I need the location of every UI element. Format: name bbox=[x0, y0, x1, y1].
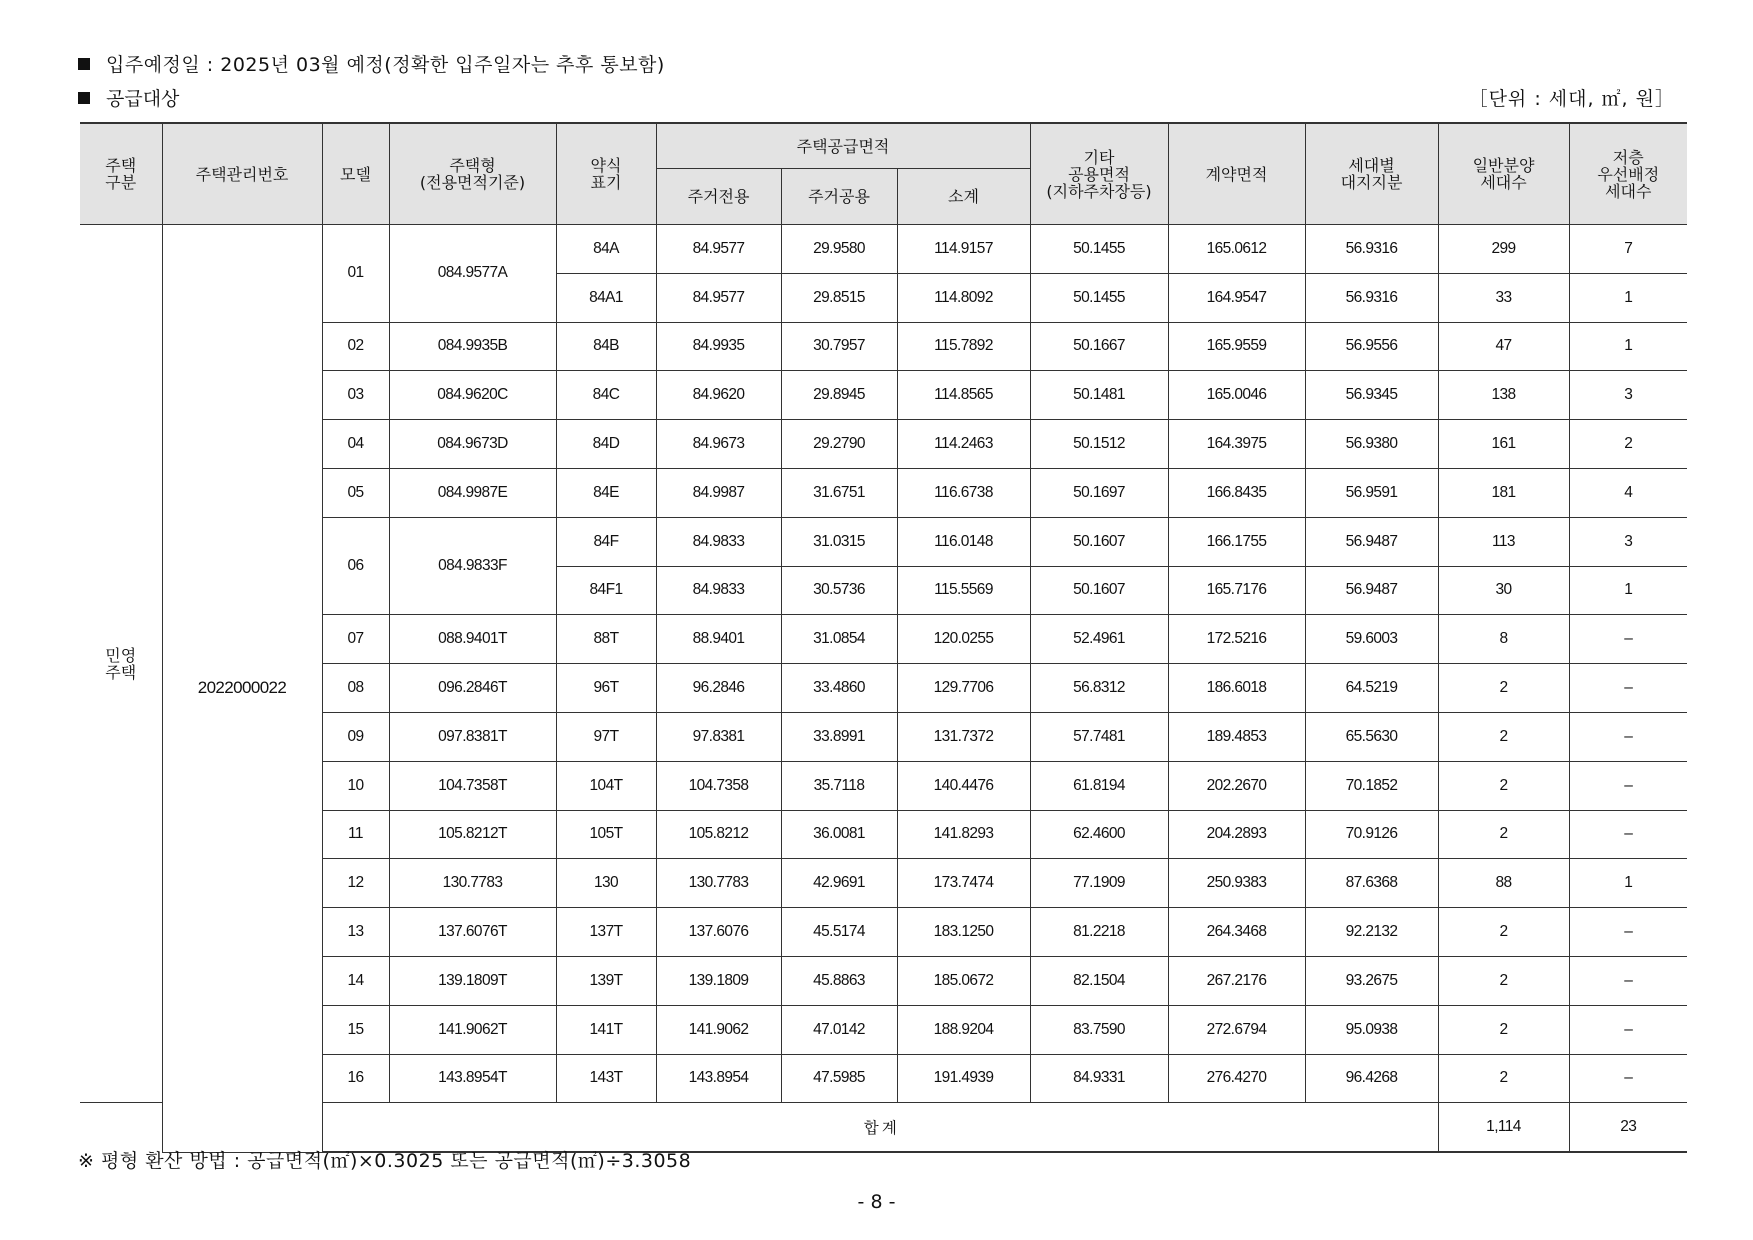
model-cell: 07 bbox=[322, 615, 389, 664]
common-resid-cell: 47.0142 bbox=[781, 1005, 897, 1054]
table-row bbox=[80, 956, 1687, 1005]
subtotal-cell: 188.9204 bbox=[897, 1005, 1030, 1054]
general-units-cell: 2 bbox=[1438, 761, 1569, 810]
exclusive-resid-cell: 84.9620 bbox=[656, 371, 781, 420]
other-common-cell: 81.2218 bbox=[1030, 908, 1168, 957]
low-floor-units-cell: – bbox=[1569, 712, 1687, 761]
model-cell: 15 bbox=[322, 1005, 389, 1054]
contract-area-cell: 267.2176 bbox=[1168, 956, 1305, 1005]
model-cell: 01 bbox=[322, 225, 389, 323]
low-floor-units-cell: – bbox=[1569, 615, 1687, 664]
common-resid-cell: 47.5985 bbox=[781, 1054, 897, 1103]
table-row bbox=[80, 225, 1687, 274]
other-common-cell: 84.9331 bbox=[1030, 1054, 1168, 1103]
common-resid-cell: 30.7957 bbox=[781, 322, 897, 371]
housing-type-cell: 민영 주택 bbox=[80, 225, 162, 1103]
table-row bbox=[80, 322, 1687, 371]
table-row bbox=[80, 810, 1687, 859]
common-resid-cell: 31.6751 bbox=[781, 468, 897, 517]
other-common-cell: 62.4600 bbox=[1030, 810, 1168, 859]
general-units-cell: 2 bbox=[1438, 1054, 1569, 1103]
exclusive-resid-cell: 84.9577 bbox=[656, 273, 781, 322]
abbr-cell: 84E bbox=[556, 468, 656, 517]
col-exclusive-resid: 주거전용 bbox=[656, 169, 781, 225]
house-type-cell: 084.9577A bbox=[389, 225, 556, 323]
other-common-cell: 50.1481 bbox=[1030, 371, 1168, 420]
common-resid-cell: 45.5174 bbox=[781, 908, 897, 957]
land-share-cell: 70.9126 bbox=[1305, 810, 1438, 859]
exclusive-resid-cell: 84.9673 bbox=[656, 420, 781, 469]
subtotal-cell: 131.7372 bbox=[897, 712, 1030, 761]
land-share-cell: 56.9591 bbox=[1305, 468, 1438, 517]
common-resid-cell: 42.9691 bbox=[781, 859, 897, 908]
exclusive-resid-cell: 97.8381 bbox=[656, 712, 781, 761]
contract-area-cell: 189.4853 bbox=[1168, 712, 1305, 761]
low-floor-units-cell: 3 bbox=[1569, 517, 1687, 566]
house-type-cell: 084.9987E bbox=[389, 468, 556, 517]
contract-area-cell: 165.0612 bbox=[1168, 225, 1305, 274]
common-resid-cell: 29.8945 bbox=[781, 371, 897, 420]
low-floor-units-cell: 7 bbox=[1569, 225, 1687, 274]
exclusive-resid-cell: 139.1809 bbox=[656, 956, 781, 1005]
house-type-cell: 105.8212T bbox=[389, 810, 556, 859]
col-house-type: 주택형 (전용면적기준) bbox=[389, 123, 556, 225]
house-type-cell: 137.6076T bbox=[389, 908, 556, 957]
land-share-cell: 87.6368 bbox=[1305, 859, 1438, 908]
exclusive-resid-cell: 96.2846 bbox=[656, 664, 781, 713]
other-common-cell: 50.1667 bbox=[1030, 322, 1168, 371]
abbr-cell: 84F1 bbox=[556, 566, 656, 615]
low-floor-units-cell: 1 bbox=[1569, 566, 1687, 615]
exclusive-resid-cell: 84.9833 bbox=[656, 517, 781, 566]
land-share-cell: 92.2132 bbox=[1305, 908, 1438, 957]
general-units-cell: 2 bbox=[1438, 712, 1569, 761]
common-resid-cell: 31.0315 bbox=[781, 517, 897, 566]
supply-target-line bbox=[78, 84, 179, 111]
land-share-cell: 56.9345 bbox=[1305, 371, 1438, 420]
low-floor-units-cell: – bbox=[1569, 810, 1687, 859]
land-share-cell: 93.2675 bbox=[1305, 956, 1438, 1005]
contract-area-cell: 165.9559 bbox=[1168, 322, 1305, 371]
contract-area-cell: 186.6018 bbox=[1168, 664, 1305, 713]
land-share-cell: 56.9316 bbox=[1305, 225, 1438, 274]
other-common-cell: 50.1455 bbox=[1030, 225, 1168, 274]
table-row bbox=[80, 908, 1687, 957]
low-floor-units-cell: 1 bbox=[1569, 273, 1687, 322]
abbr-cell: 84B bbox=[556, 322, 656, 371]
col-subtotal: 소계 bbox=[897, 169, 1030, 225]
other-common-cell: 77.1909 bbox=[1030, 859, 1168, 908]
subtotal-cell: 115.7892 bbox=[897, 322, 1030, 371]
other-common-cell: 50.1607 bbox=[1030, 566, 1168, 615]
contract-area-cell: 165.7176 bbox=[1168, 566, 1305, 615]
table-row bbox=[80, 1054, 1687, 1103]
house-type-cell: 084.9620C bbox=[389, 371, 556, 420]
house-type-cell: 139.1809T bbox=[389, 956, 556, 1005]
house-type-cell: 084.9673D bbox=[389, 420, 556, 469]
other-common-cell: 57.7481 bbox=[1030, 712, 1168, 761]
low-floor-units-cell: 4 bbox=[1569, 468, 1687, 517]
contract-area-cell: 204.2893 bbox=[1168, 810, 1305, 859]
subtotal-cell: 141.8293 bbox=[897, 810, 1030, 859]
contract-area-cell: 276.4270 bbox=[1168, 1054, 1305, 1103]
contract-area-cell: 202.2670 bbox=[1168, 761, 1305, 810]
exclusive-resid-cell: 137.6076 bbox=[656, 908, 781, 957]
col-model: 모델 bbox=[322, 123, 389, 225]
low-floor-units-cell: 3 bbox=[1569, 371, 1687, 420]
subtotal-cell: 115.5569 bbox=[897, 566, 1030, 615]
model-cell: 04 bbox=[322, 420, 389, 469]
contract-area-cell: 272.6794 bbox=[1168, 1005, 1305, 1054]
common-resid-cell: 31.0854 bbox=[781, 615, 897, 664]
general-units-cell: 2 bbox=[1438, 664, 1569, 713]
house-type-cell: 096.2846T bbox=[389, 664, 556, 713]
general-units-cell: 33 bbox=[1438, 273, 1569, 322]
low-floor-units-cell: – bbox=[1569, 761, 1687, 810]
other-common-cell: 52.4961 bbox=[1030, 615, 1168, 664]
general-units-cell: 138 bbox=[1438, 371, 1569, 420]
contract-area-cell: 250.9383 bbox=[1168, 859, 1305, 908]
contract-area-cell: 165.0046 bbox=[1168, 371, 1305, 420]
abbr-cell: 143T bbox=[556, 1054, 656, 1103]
land-share-cell: 70.1852 bbox=[1305, 761, 1438, 810]
general-units-cell: 2 bbox=[1438, 956, 1569, 1005]
general-units-cell: 113 bbox=[1438, 517, 1569, 566]
low-floor-units-cell: – bbox=[1569, 956, 1687, 1005]
contract-area-cell: 166.8435 bbox=[1168, 468, 1305, 517]
col-abbr: 약식 표기 bbox=[556, 123, 656, 225]
page-number: - 8 - bbox=[857, 1191, 896, 1213]
model-cell: 08 bbox=[322, 664, 389, 713]
general-units-cell: 299 bbox=[1438, 225, 1569, 274]
black-square-icon bbox=[78, 58, 90, 70]
col-general-units: 일반분양 세대수 bbox=[1438, 123, 1569, 225]
abbr-cell: 104T bbox=[556, 761, 656, 810]
contract-area-cell: 164.9547 bbox=[1168, 273, 1305, 322]
model-cell: 05 bbox=[322, 468, 389, 517]
unit-note: ［단위 : 세대, ㎡, 원］ bbox=[1468, 88, 1675, 110]
subtotal-cell: 129.7706 bbox=[897, 664, 1030, 713]
move-in-date-line bbox=[78, 50, 665, 77]
exclusive-resid-cell: 105.8212 bbox=[656, 810, 781, 859]
exclusive-resid-cell: 84.9987 bbox=[656, 468, 781, 517]
general-units-cell: 161 bbox=[1438, 420, 1569, 469]
subtotal-cell: 114.8092 bbox=[897, 273, 1030, 322]
table-row bbox=[80, 517, 1687, 566]
abbr-cell: 88T bbox=[556, 615, 656, 664]
model-cell: 13 bbox=[322, 908, 389, 957]
land-share-cell: 56.9316 bbox=[1305, 273, 1438, 322]
common-resid-cell: 29.8515 bbox=[781, 273, 897, 322]
exclusive-resid-cell: 141.9062 bbox=[656, 1005, 781, 1054]
general-units-cell: 8 bbox=[1438, 615, 1569, 664]
land-share-cell: 65.5630 bbox=[1305, 712, 1438, 761]
general-units-cell: 2 bbox=[1438, 810, 1569, 859]
other-common-cell: 83.7590 bbox=[1030, 1005, 1168, 1054]
subtotal-cell: 191.4939 bbox=[897, 1054, 1030, 1103]
land-share-cell: 56.9556 bbox=[1305, 322, 1438, 371]
total-blank-cell bbox=[80, 1103, 162, 1152]
model-cell: 10 bbox=[322, 761, 389, 810]
subtotal-cell: 114.8565 bbox=[897, 371, 1030, 420]
model-cell: 02 bbox=[322, 322, 389, 371]
contract-area-cell: 166.1755 bbox=[1168, 517, 1305, 566]
common-resid-cell: 29.2790 bbox=[781, 420, 897, 469]
exclusive-resid-cell: 143.8954 bbox=[656, 1054, 781, 1103]
col-low-floor-units: 저층 우선배정 세대수 bbox=[1569, 123, 1687, 225]
other-common-cell: 50.1697 bbox=[1030, 468, 1168, 517]
model-cell: 03 bbox=[322, 371, 389, 420]
low-floor-units-cell: – bbox=[1569, 1054, 1687, 1103]
subtotal-cell: 120.0255 bbox=[897, 615, 1030, 664]
col-supply-area: 주택공급면적 bbox=[656, 123, 1030, 169]
common-resid-cell: 35.7118 bbox=[781, 761, 897, 810]
contract-area-cell: 172.5216 bbox=[1168, 615, 1305, 664]
subtotal-cell: 114.2463 bbox=[897, 420, 1030, 469]
land-share-cell: 95.0938 bbox=[1305, 1005, 1438, 1054]
black-square-icon bbox=[78, 92, 90, 104]
land-share-cell: 56.9487 bbox=[1305, 566, 1438, 615]
general-units-cell: 2 bbox=[1438, 1005, 1569, 1054]
col-mgmt-no: 주택관리번호 bbox=[162, 123, 322, 225]
general-units-cell: 88 bbox=[1438, 859, 1569, 908]
house-type-cell: 084.9935B bbox=[389, 322, 556, 371]
subtotal-cell: 114.9157 bbox=[897, 225, 1030, 274]
general-units-cell: 2 bbox=[1438, 908, 1569, 957]
common-resid-cell: 30.5736 bbox=[781, 566, 897, 615]
total-row bbox=[80, 1103, 1687, 1152]
other-common-cell: 50.1512 bbox=[1030, 420, 1168, 469]
exclusive-resid-cell: 84.9935 bbox=[656, 322, 781, 371]
model-cell: 06 bbox=[322, 517, 389, 615]
model-cell: 14 bbox=[322, 956, 389, 1005]
other-common-cell: 56.8312 bbox=[1030, 664, 1168, 713]
abbr-cell: 84A1 bbox=[556, 273, 656, 322]
total-label-cell: 합 계 bbox=[322, 1103, 1438, 1152]
house-type-cell: 143.8954T bbox=[389, 1054, 556, 1103]
low-floor-units-cell: – bbox=[1569, 1005, 1687, 1054]
common-resid-cell: 29.9580 bbox=[781, 225, 897, 274]
model-cell: 16 bbox=[322, 1054, 389, 1103]
move-in-date-text: 입주예정일 : 2025년 03월 예정(정확한 입주일자는 추후 통보함) bbox=[106, 54, 665, 76]
low-floor-units-cell: 1 bbox=[1569, 859, 1687, 908]
exclusive-resid-cell: 130.7783 bbox=[656, 859, 781, 908]
house-type-cell: 141.9062T bbox=[389, 1005, 556, 1054]
col-contract-area: 계약면적 bbox=[1168, 123, 1305, 225]
low-floor-units-cell: 1 bbox=[1569, 322, 1687, 371]
common-resid-cell: 45.8863 bbox=[781, 956, 897, 1005]
table-row bbox=[80, 371, 1687, 420]
low-floor-units-cell: 2 bbox=[1569, 420, 1687, 469]
abbr-cell: 84F bbox=[556, 517, 656, 566]
table-row bbox=[80, 761, 1687, 810]
abbr-cell: 137T bbox=[556, 908, 656, 957]
common-resid-cell: 33.4860 bbox=[781, 664, 897, 713]
other-common-cell: 50.1455 bbox=[1030, 273, 1168, 322]
abbr-cell: 97T bbox=[556, 712, 656, 761]
land-share-cell: 64.5219 bbox=[1305, 664, 1438, 713]
abbr-cell: 139T bbox=[556, 956, 656, 1005]
house-type-cell: 130.7783 bbox=[389, 859, 556, 908]
land-share-cell: 96.4268 bbox=[1305, 1054, 1438, 1103]
low-floor-units-cell: – bbox=[1569, 908, 1687, 957]
subtotal-cell: 173.7474 bbox=[897, 859, 1030, 908]
table-row bbox=[80, 664, 1687, 713]
land-share-cell: 59.6003 bbox=[1305, 615, 1438, 664]
land-share-cell: 56.9487 bbox=[1305, 517, 1438, 566]
subtotal-cell: 140.4476 bbox=[897, 761, 1030, 810]
abbr-cell: 84A bbox=[556, 225, 656, 274]
table-row bbox=[80, 859, 1687, 908]
general-units-cell: 30 bbox=[1438, 566, 1569, 615]
col-other-common: 기타 공용면적 (지하주차장등) bbox=[1030, 123, 1168, 225]
abbr-cell: 130 bbox=[556, 859, 656, 908]
land-share-cell: 56.9380 bbox=[1305, 420, 1438, 469]
exclusive-resid-cell: 84.9577 bbox=[656, 225, 781, 274]
total-general-units-cell: 1,114 bbox=[1438, 1103, 1569, 1152]
abbr-cell: 84D bbox=[556, 420, 656, 469]
table-row bbox=[80, 420, 1687, 469]
exclusive-resid-cell: 104.7358 bbox=[656, 761, 781, 810]
col-land-share: 세대별 대지지분 bbox=[1305, 123, 1438, 225]
col-housing-type: 주택 구분 bbox=[80, 123, 162, 225]
table-row bbox=[80, 468, 1687, 517]
general-units-cell: 181 bbox=[1438, 468, 1569, 517]
low-floor-units-cell: – bbox=[1569, 664, 1687, 713]
house-type-cell: 084.9833F bbox=[389, 517, 556, 615]
subtotal-cell: 185.0672 bbox=[897, 956, 1030, 1005]
supply-target-heading: 공급대상 bbox=[106, 88, 180, 110]
other-common-cell: 50.1607 bbox=[1030, 517, 1168, 566]
supply-table bbox=[80, 122, 1687, 1153]
exclusive-resid-cell: 84.9833 bbox=[656, 566, 781, 615]
house-type-cell: 088.9401T bbox=[389, 615, 556, 664]
pyeong-conversion-note: ※ 평형 환산 방법 : 공급면적(㎡)×0.3025 또는 공급면적(㎡)÷3.3058 bbox=[78, 1150, 692, 1172]
house-type-cell: 104.7358T bbox=[389, 761, 556, 810]
abbr-cell: 96T bbox=[556, 664, 656, 713]
table-row bbox=[80, 712, 1687, 761]
contract-area-cell: 264.3468 bbox=[1168, 908, 1305, 957]
exclusive-resid-cell: 88.9401 bbox=[656, 615, 781, 664]
house-type-cell: 097.8381T bbox=[389, 712, 556, 761]
abbr-cell: 84C bbox=[556, 371, 656, 420]
model-cell: 11 bbox=[322, 810, 389, 859]
contract-area-cell: 164.3975 bbox=[1168, 420, 1305, 469]
subtotal-cell: 183.1250 bbox=[897, 908, 1030, 957]
mgmt-no-cell: 2022000022 bbox=[162, 225, 322, 1153]
col-common-resid: 주거공용 bbox=[781, 169, 897, 225]
other-common-cell: 82.1504 bbox=[1030, 956, 1168, 1005]
model-cell: 12 bbox=[322, 859, 389, 908]
subtotal-cell: 116.6738 bbox=[897, 468, 1030, 517]
table-row bbox=[80, 1005, 1687, 1054]
general-units-cell: 47 bbox=[1438, 322, 1569, 371]
common-resid-cell: 33.8991 bbox=[781, 712, 897, 761]
common-resid-cell: 36.0081 bbox=[781, 810, 897, 859]
table-row bbox=[80, 615, 1687, 664]
total-low-floor-units-cell: 23 bbox=[1569, 1103, 1687, 1152]
other-common-cell: 61.8194 bbox=[1030, 761, 1168, 810]
model-cell: 09 bbox=[322, 712, 389, 761]
abbr-cell: 105T bbox=[556, 810, 656, 859]
abbr-cell: 141T bbox=[556, 1005, 656, 1054]
subtotal-cell: 116.0148 bbox=[897, 517, 1030, 566]
